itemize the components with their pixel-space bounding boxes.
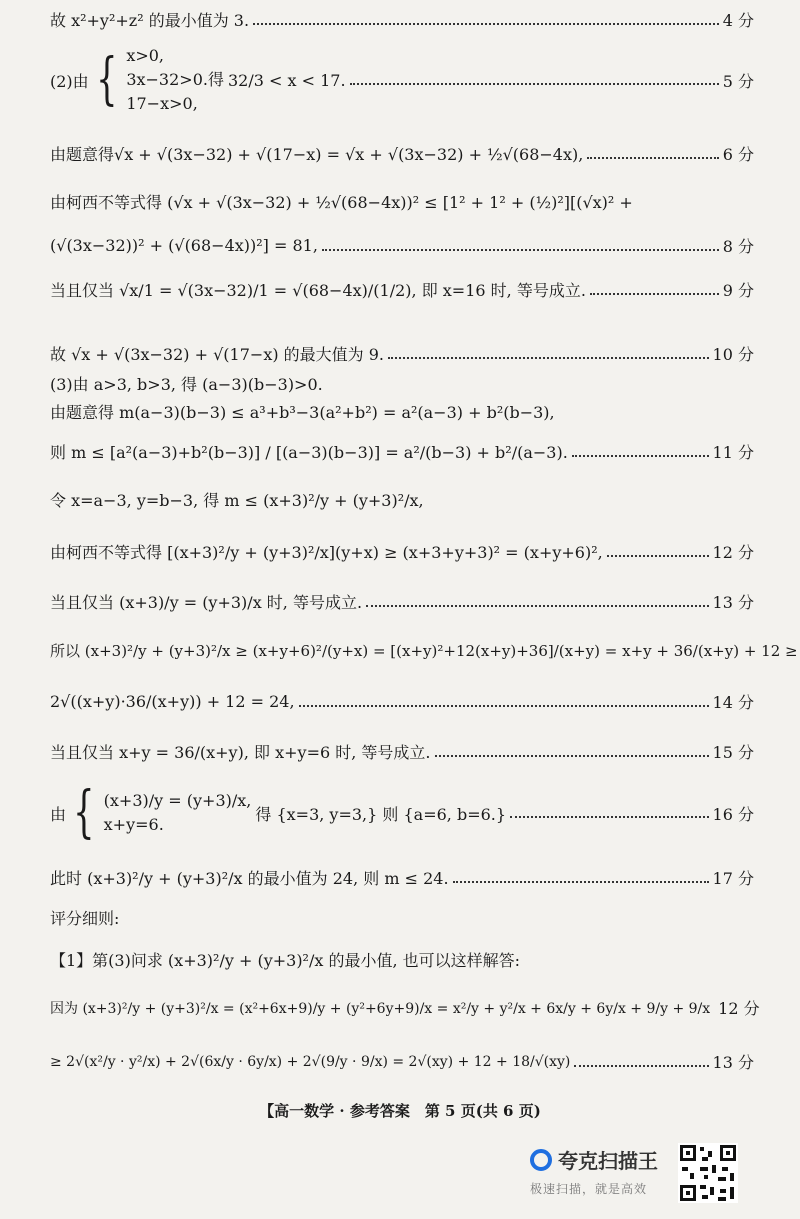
score: 6 分 bbox=[722, 145, 754, 164]
leader bbox=[253, 23, 719, 25]
leader bbox=[574, 1065, 708, 1067]
inequality: 32/3 < x < 17. bbox=[227, 70, 346, 90]
line-13-math: 当且仅当 (x+3)/y = (y+3)/x 时, 等号成立. bbox=[50, 593, 363, 612]
system-row: 3x−32>0.得 bbox=[126, 70, 224, 89]
score: 16 分 bbox=[712, 804, 754, 824]
score: 14 分 bbox=[712, 693, 754, 712]
leader bbox=[388, 357, 709, 359]
line-6 bbox=[50, 278, 754, 301]
leader bbox=[587, 157, 718, 159]
system-row: (x+3)/y = (y+3)/x, bbox=[103, 791, 252, 810]
line-3 bbox=[50, 142, 754, 165]
leader bbox=[453, 881, 709, 883]
line-21-math: 因为 (x+3)²/y + (y+3)²/x = (x²+6x+9)/y + (y²+6y+9)/x = x²/y + y²/x + 6x/y + 6y/x + 9/y + 9/x bbox=[50, 1000, 711, 1017]
system bbox=[66, 780, 252, 845]
line-18-math: 此时 (x+3)²/y + (y+3)²/x 的最小值为 24, 则 m ≤ 24. bbox=[50, 869, 449, 888]
score: 8 分 bbox=[722, 237, 754, 256]
line-12 bbox=[50, 540, 754, 563]
score: 15 分 bbox=[712, 743, 754, 762]
brand-slogan: 极速扫描，就是高效 bbox=[530, 1182, 648, 1196]
leader bbox=[590, 293, 719, 295]
line-4-math: 由柯西不等式得 (√x + √(3x−32) + ½√(68−4x))² ≤ [1² + 1² + (½)²][(√x)² + bbox=[50, 193, 633, 212]
score: 12 分 bbox=[718, 999, 760, 1018]
leader bbox=[366, 605, 708, 607]
line-11: 令 x=a−3, y=b−3, 得 m ≤ (x+3)²/y + (y+3)²/x, bbox=[50, 491, 424, 510]
brace-icon: { bbox=[73, 780, 95, 845]
line-13 bbox=[50, 590, 754, 613]
leader bbox=[350, 83, 719, 85]
line-1 bbox=[50, 8, 754, 31]
leader bbox=[607, 555, 709, 557]
leader bbox=[572, 455, 709, 457]
score: 10 分 bbox=[712, 345, 754, 364]
brand-name: 夸克扫描王 bbox=[558, 1149, 658, 1173]
quark-logo-icon bbox=[530, 1149, 552, 1171]
line-22-math: ≥ 2√(x²/y · y²/x) + 2√(6x/y · 6y/x) + 2√(9/y · 9/x) = 2√(xy) + 12 + 18/√(xy) bbox=[50, 1053, 571, 1070]
score: 17 分 bbox=[712, 869, 754, 888]
score: 4 分 bbox=[722, 11, 754, 30]
scoring-rules-heading: 评分细则: bbox=[50, 909, 120, 928]
line-9: 由题意得 m(a−3)(b−3) ≤ a³+b³−3(a²+b²) = a²(a−3) + b²(b−3), bbox=[50, 403, 555, 422]
line-21 bbox=[50, 996, 760, 1019]
qr-code-icon bbox=[678, 1143, 738, 1203]
line-8: (3)由 a>3, b>3, 得 (a−3)(b−3)>0. bbox=[50, 375, 323, 394]
line-10-math: 则 m ≤ [a²(a−3)+b²(b−3)] / [(a−3)(b−3)] = a²/(b−3) + b²/(a−3). bbox=[50, 443, 568, 462]
line-3-math: 由题意得√x + √(3x−32) + √(17−x) = √x + √(3x−32) + ½√(68−4x), bbox=[50, 145, 584, 164]
score: 13 分 bbox=[712, 1053, 754, 1072]
line-12-math: 由柯西不等式得 [(x+3)²/y + (y+3)²/x](y+x) ≥ (x+3+y+3)² = (x+y+6)², bbox=[50, 543, 603, 562]
score: 5 分 bbox=[722, 71, 754, 91]
prefix: 由 bbox=[50, 804, 67, 824]
scanner-brand bbox=[530, 1145, 658, 1197]
line-10 bbox=[50, 440, 754, 463]
system-row: x>0, bbox=[126, 46, 165, 65]
line-15-math: 2√((x+y)·36/(x+y)) + 12 = 24, bbox=[50, 692, 295, 711]
line-14: 所以 (x+3)²/y + (y+3)²/x ≥ (x+y+6)²/(y+x) = [(x+y)²+12(x+y)+36]/(x+y) = x+y + 36/(x+y) + 12 ≥ bbox=[50, 642, 798, 660]
leader bbox=[510, 816, 708, 818]
line-7 bbox=[50, 342, 754, 365]
line-1-math: 故 x²+y²+z² 的最小值为 3. bbox=[50, 11, 250, 30]
line-18 bbox=[50, 866, 754, 889]
line-2 bbox=[50, 44, 754, 116]
score: 13 分 bbox=[712, 593, 754, 612]
line-2-math bbox=[50, 44, 346, 116]
brace-icon: { bbox=[95, 47, 118, 112]
score: 12 分 bbox=[712, 543, 754, 562]
line-4 bbox=[50, 190, 754, 213]
line-16 bbox=[50, 740, 754, 763]
line-7-math: 故 √x + √(3x−32) + √(17−x) 的最大值为 9. bbox=[50, 345, 385, 364]
line-6-math: 当且仅当 √x/1 = √(3x−32)/1 = √(68−4x)/(1/2), 即 x=16 时, 等号成立. bbox=[50, 281, 586, 300]
line-22 bbox=[50, 1050, 754, 1073]
line-20: 【1】第(3)问求 (x+3)²/y + (y+3)²/x 的最小值, 也可以这样解答: bbox=[50, 951, 521, 970]
page-footer: 【高一数学 · 参考答案 第 5 页(共 6 页) bbox=[259, 1102, 541, 1120]
leader bbox=[435, 755, 709, 757]
prefix: (2)由 bbox=[50, 71, 89, 91]
solution: 得 {x=3, y=3,} 则 {a=6, b=6.} bbox=[255, 804, 507, 824]
line-17-math bbox=[50, 780, 507, 845]
system-row: 17−x>0, bbox=[126, 94, 198, 113]
line-5 bbox=[50, 234, 754, 257]
line-16-math: 当且仅当 x+y = 36/(x+y), 即 x+y=6 时, 等号成立. bbox=[50, 743, 431, 762]
system bbox=[89, 44, 224, 116]
system-row: x+y=6. bbox=[103, 815, 164, 834]
line-15 bbox=[50, 690, 754, 713]
score: 11 分 bbox=[712, 443, 754, 462]
line-17 bbox=[50, 780, 754, 845]
leader bbox=[299, 705, 709, 707]
line-5-math: (√(3x−32))² + (√(68−4x))²] = 81, bbox=[50, 236, 318, 255]
score: 9 分 bbox=[722, 281, 754, 300]
leader bbox=[322, 249, 719, 251]
